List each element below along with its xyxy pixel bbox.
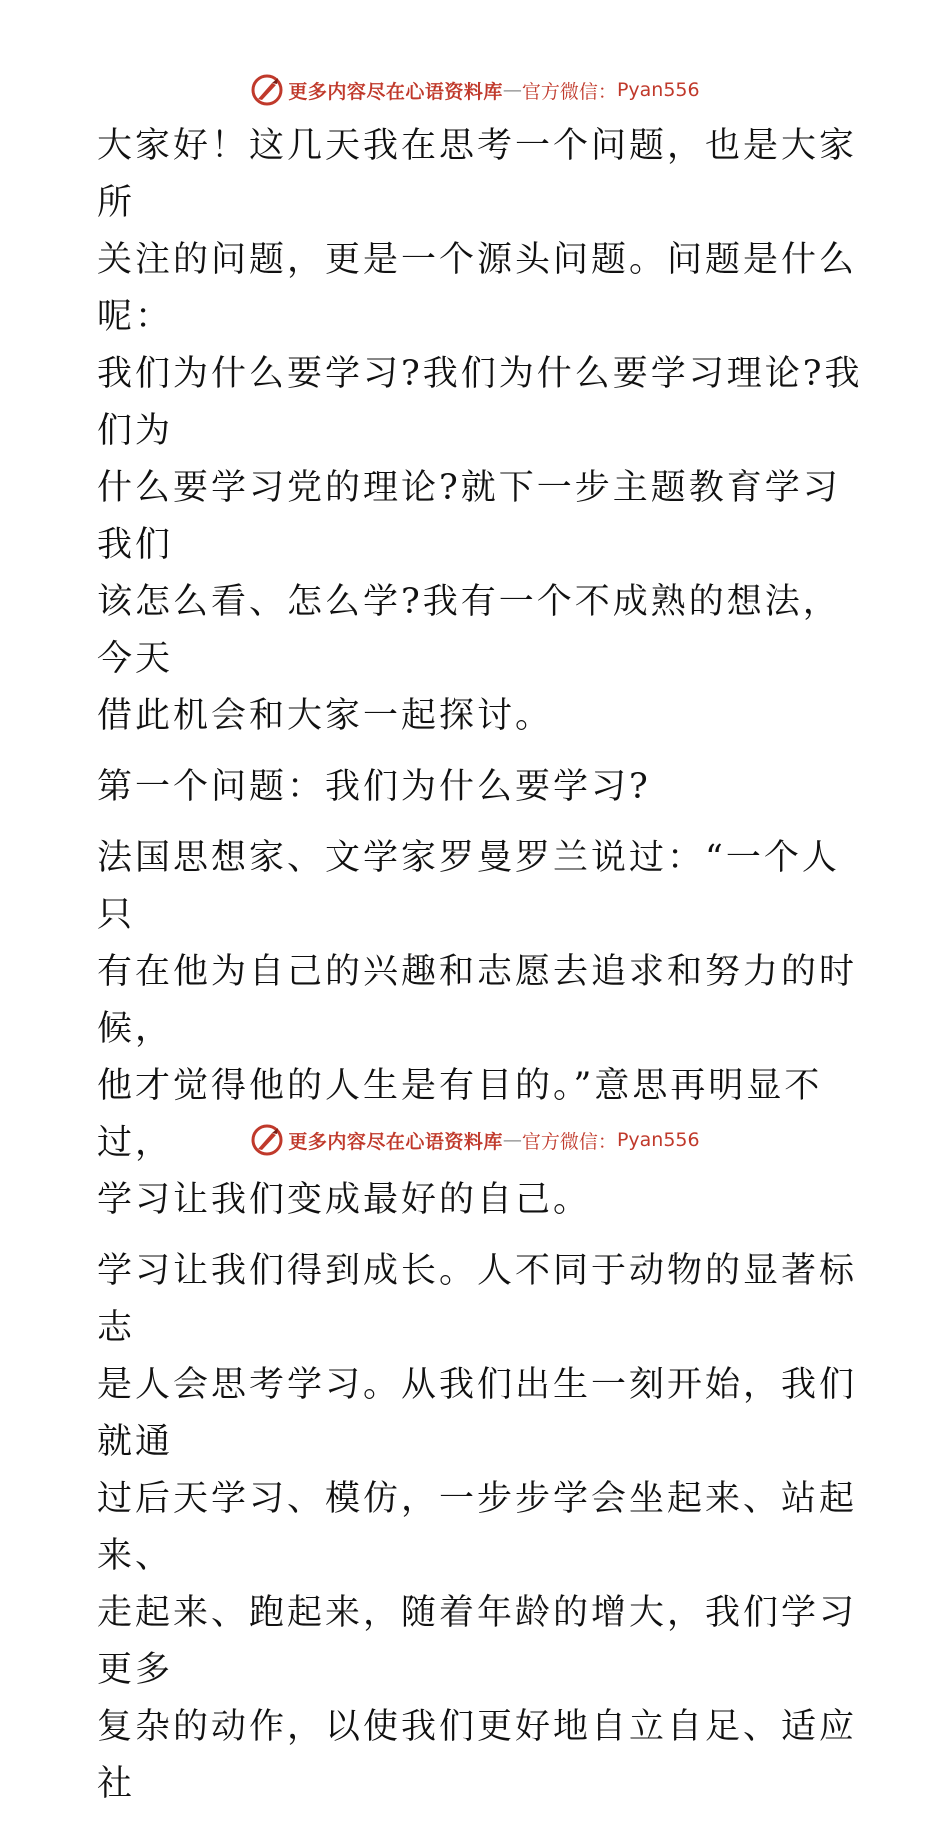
wechat-label: 官方微信： [521,80,617,103]
site-name-text: 更多内容尽在心语资料库 [288,80,503,103]
wechat-id: Pyan556 [616,79,700,101]
footer-banner [0,1120,950,1160]
paragraph: 大家好！这几天我在思考一个问题，也是大家所 关注的问题，更是一个源头问题。问题是什么呢： 我们为什么要学习?我们为什么要学习理论?我们为 什么要学习党的理论?就下一步主题教育学习我们 该怎么看、怎么学?我有一个不成熟的想法，今天 借此机会和大家一起探讨。 [97,126,863,736]
document-body [97,118,867,1827]
quill-logo-icon [250,1123,284,1157]
paragraph: 学习让我们得到成长。人不同于动物的显著标志 是人会思考学习。从我们出生一刻开始，我们就通 过后天学习、模仿，一步步学会坐起来、站起来、 走起来、跑起来，随着年龄的增大，我们学习更多 复杂的动作，以使我们更好地自立自足、适应社 [97,1251,858,1804]
site-name-text: 更多内容尽在心语资料库 [288,1130,503,1153]
banner-dash: — [502,1129,522,1151]
wechat-label: 官方微信： [521,1130,617,1153]
quill-logo-icon [250,73,284,107]
paragraph: 法国思想家、文学家罗曼罗兰说过：“一个人只 有在他为自己的兴趣和志愿去追求和努力的时候， 他才觉得他的人生是有目的。”意思再明显不过， 学习让我们变成最好的自己。 [97,838,858,1220]
header-banner [0,70,950,110]
banner-dash: — [502,79,522,101]
section-heading: 第一个问题：我们为什么要学习? [97,767,651,807]
wechat-id: Pyan556 [616,1129,700,1151]
